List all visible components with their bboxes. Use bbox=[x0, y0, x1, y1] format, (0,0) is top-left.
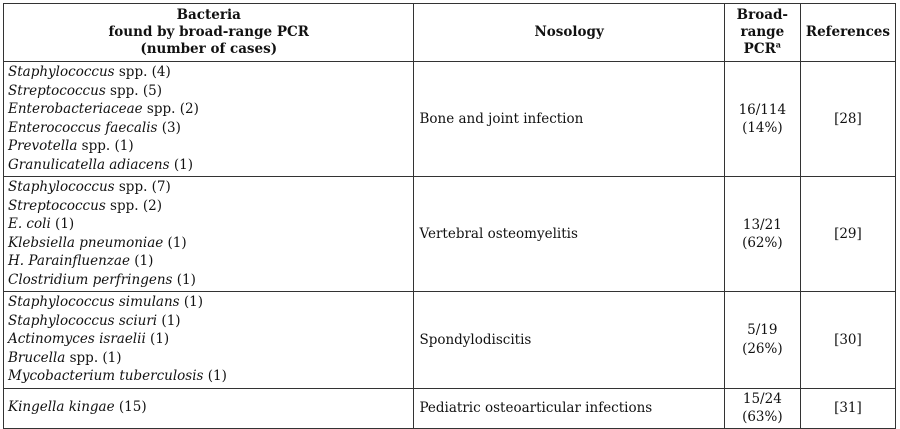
reference-cell: [28] bbox=[800, 62, 895, 177]
bacteria-entry: Prevotella spp. (1) bbox=[8, 138, 134, 154]
bacteria-entry: Enterobacteriaceae spp. (2) bbox=[8, 101, 199, 117]
bacteria-entry: Klebsiella pneumoniae (1) bbox=[8, 234, 187, 251]
header-nosology: Nosology bbox=[414, 4, 724, 62]
table-header-row bbox=[4, 4, 896, 62]
table-row bbox=[4, 177, 896, 292]
bacteria-entry: Actinomyces israelii (1) bbox=[8, 331, 170, 347]
header-bacteria: Bacteria found by broad-range PCR (number of cases) bbox=[4, 4, 414, 62]
bacteria-entry: Brucella spp. (1) bbox=[8, 349, 122, 366]
bacteria-pcr-table bbox=[3, 3, 896, 429]
pcr-cell: 15/24 (63%) bbox=[724, 388, 800, 428]
bacteria-entry: Clostridium perfringens (1) bbox=[8, 271, 196, 288]
table-row bbox=[4, 62, 896, 177]
nosology-cell: Vertebral osteomyelitis bbox=[414, 177, 724, 292]
bacteria-cell bbox=[4, 388, 414, 428]
table-row bbox=[4, 388, 896, 428]
bacteria-entry: Staphylococcus spp. (7) bbox=[8, 179, 171, 195]
nosology-cell: Bone and joint infection bbox=[414, 62, 724, 177]
bacteria-entry: H. Parainfluenzae (1) bbox=[8, 253, 154, 269]
bacteria-entry: Granulicatella adiacens (1) bbox=[8, 156, 193, 173]
bacteria-cell bbox=[4, 62, 414, 177]
reference-cell: [31] bbox=[800, 388, 895, 428]
bacteria-entry: Streptococcus spp. (5) bbox=[8, 82, 162, 99]
pcr-cell: 16/114 (14%) bbox=[724, 62, 800, 177]
bacteria-entry: Streptococcus spp. (2) bbox=[8, 197, 162, 214]
nosology-cell: Pediatric osteoarticular infections bbox=[414, 388, 724, 428]
table-row bbox=[4, 292, 896, 389]
reference-cell: [30] bbox=[800, 292, 895, 389]
bacteria-entry: Staphylococcus spp. (4) bbox=[8, 64, 171, 80]
bacteria-cell bbox=[4, 292, 414, 389]
reference-cell: [29] bbox=[800, 177, 895, 292]
bacteria-entry: Kingella kingae (15) bbox=[8, 399, 147, 416]
nosology-cell: Spondylodiscitis bbox=[414, 292, 724, 389]
header-broad-range-pcr: Broad- range PCR$^a$ bbox=[724, 4, 800, 62]
bacteria-entry: Staphylococcus sciuri (1) bbox=[8, 312, 181, 329]
footnote-marker: a bbox=[775, 39, 781, 50]
bacteria-entry: E. coli (1) bbox=[8, 216, 75, 232]
bacteria-cell bbox=[4, 177, 414, 292]
pcr-cell: 5/19 (26%) bbox=[724, 292, 800, 389]
bacteria-entry: Mycobacterium tuberculosis (1) bbox=[8, 368, 227, 384]
bacteria-entry: Staphylococcus simulans (1) bbox=[8, 294, 204, 310]
header-references: References bbox=[800, 4, 895, 62]
pcr-cell: 13/21 (62%) bbox=[724, 177, 800, 292]
bacteria-entry: Enterococcus faecalis (3) bbox=[8, 119, 181, 136]
